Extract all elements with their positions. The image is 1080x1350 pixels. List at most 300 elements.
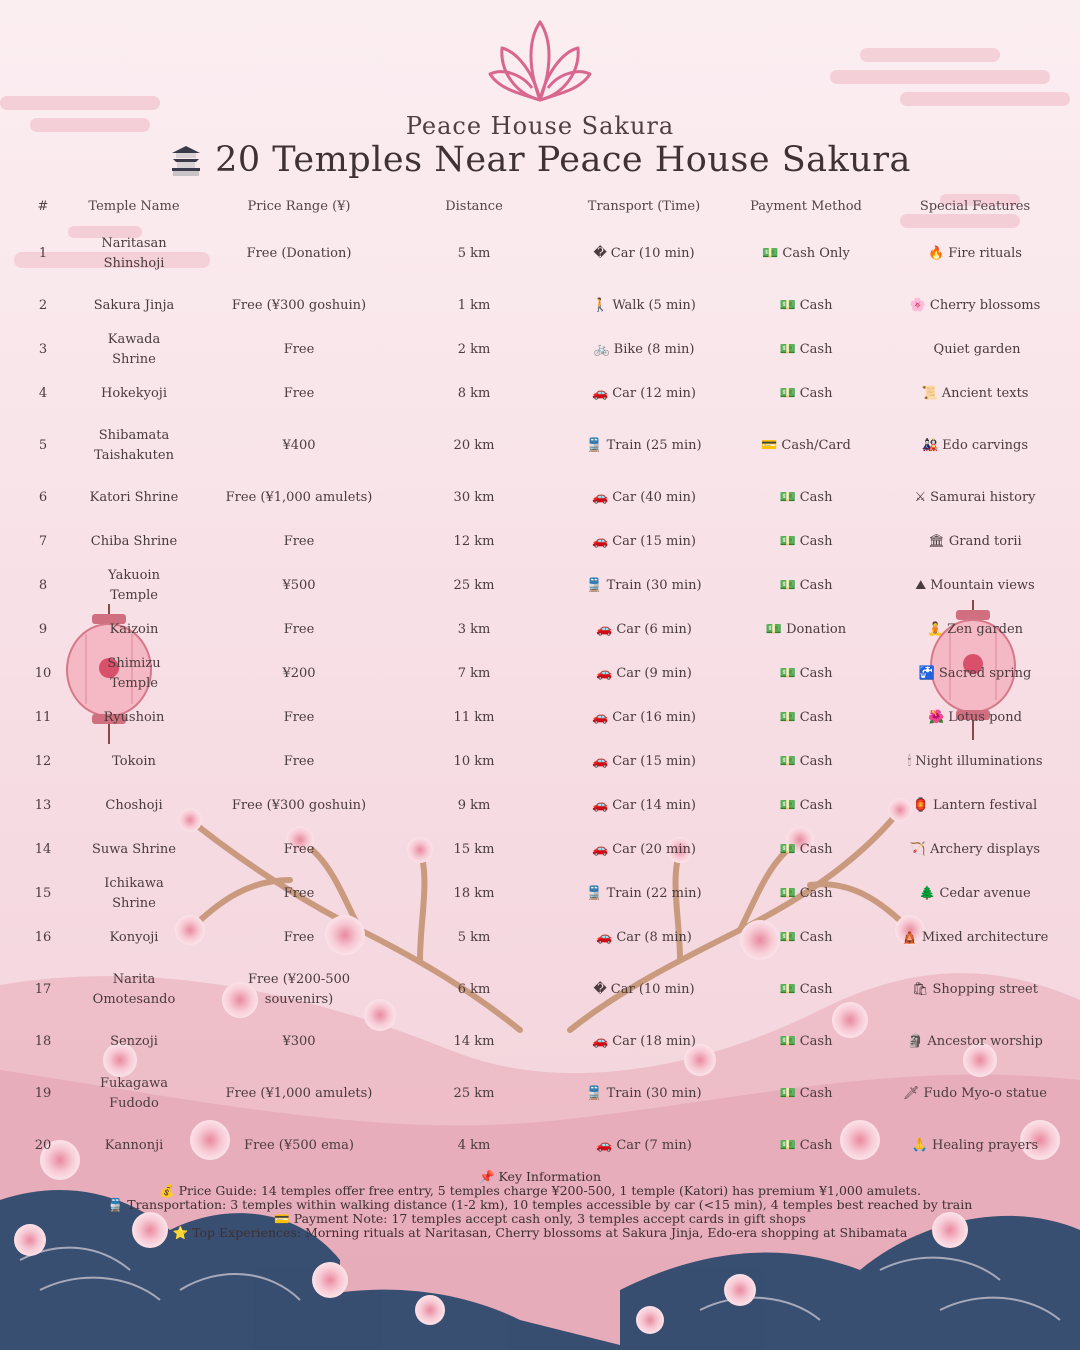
- cell-number-text: 14: [34, 842, 52, 857]
- cell-distance: [398, 564, 550, 608]
- cell-number: [18, 608, 68, 652]
- cell-price-range: [200, 916, 398, 960]
- table-row: [18, 960, 1076, 1020]
- table-body: [18, 224, 1076, 1168]
- features-icon: 🗡: [903, 1086, 920, 1101]
- cell-payment-text: Cash: [799, 1086, 833, 1101]
- cell-features: [874, 784, 1076, 828]
- cell-number: [18, 784, 68, 828]
- transport-icon: 🚆: [586, 1086, 603, 1101]
- transport-icon: 🚗: [592, 842, 609, 857]
- payment-icon: 💵: [765, 622, 783, 637]
- cell-distance: [398, 608, 550, 652]
- cell-features-text: Cherry blossoms: [929, 298, 1041, 313]
- cell-distance: [398, 652, 550, 696]
- cell-number: [18, 872, 68, 916]
- cell-transport: [550, 1124, 738, 1168]
- cell-payment: [738, 372, 874, 416]
- page-title: 20 Temples Near Peace House Sakura: [215, 140, 911, 180]
- cell-transport-text: Bike (8 min): [613, 342, 695, 357]
- cell-payment: [738, 1064, 874, 1124]
- cell-number: [18, 520, 68, 564]
- table-row: [18, 1020, 1076, 1064]
- cell-transport-text: Car (20 min): [612, 842, 696, 857]
- cell-number-text: 13: [34, 798, 52, 813]
- cell-transport: [550, 740, 738, 784]
- cell-price-range: [200, 328, 398, 372]
- payment-icon: 💳: [761, 438, 778, 453]
- cell-number-text: 8: [38, 578, 48, 593]
- cell-features: [874, 520, 1076, 564]
- cell-price-range-text: Free (Donation): [246, 246, 352, 261]
- features-icon: 🏹: [909, 842, 927, 857]
- key-payment-note: 💳 Payment Note: 17 temples accept cash only, 3 temples accept cards in gift shops: [274, 1211, 806, 1226]
- cell-payment-text: Cash: [799, 666, 833, 681]
- cell-features: [874, 476, 1076, 520]
- cell-temple-name: [68, 696, 200, 740]
- cell-features-text: Fire rituals: [948, 246, 1022, 261]
- cell-transport: [550, 1020, 738, 1064]
- cell-number: [18, 476, 68, 520]
- cell-payment: [738, 608, 874, 652]
- cell-temple-name-text: Shibamata Taishakuten: [94, 428, 174, 463]
- cell-payment-text: Cash: [799, 386, 833, 401]
- cell-features: [874, 740, 1076, 784]
- cell-number-text: 9: [38, 622, 48, 637]
- table-row: [18, 916, 1076, 960]
- cell-price-range: [200, 1020, 398, 1064]
- cell-features-text: Night illuminations: [915, 754, 1043, 769]
- cell-temple-name: [68, 960, 200, 1020]
- cell-temple-name-text: Kaizoin: [109, 622, 159, 637]
- cell-number: [18, 652, 68, 696]
- cell-payment: [738, 476, 874, 520]
- cell-temple-name: [68, 476, 200, 520]
- cell-payment-text: Cash: [799, 798, 833, 813]
- cell-price-range: [200, 740, 398, 784]
- transport-icon: 🚗: [592, 754, 609, 769]
- table-row: [18, 476, 1076, 520]
- cell-features-text: Fudo Myo-o statue: [923, 1086, 1047, 1101]
- cell-features-text: Ancient texts: [941, 386, 1029, 401]
- table-row: [18, 828, 1076, 872]
- cell-distance: [398, 224, 550, 284]
- cell-number-text: 15: [34, 886, 52, 901]
- table-row: [18, 564, 1076, 608]
- payment-icon: 💵: [779, 982, 796, 997]
- cell-transport: [550, 372, 738, 416]
- features-icon: 📜: [921, 386, 938, 401]
- cell-payment-text: Cash: [799, 298, 833, 313]
- cell-payment: [738, 652, 874, 696]
- cell-payment-text: Cash: [799, 534, 833, 549]
- cell-transport-text: Walk (5 min): [612, 298, 696, 313]
- cell-price-range: [200, 696, 398, 740]
- cell-number: [18, 564, 68, 608]
- cell-number: [18, 960, 68, 1020]
- cell-distance-text: 5 km: [457, 246, 491, 261]
- cell-price-range: [200, 416, 398, 476]
- cell-payment: [738, 224, 874, 284]
- cell-payment-text: Cash: [799, 842, 833, 857]
- features-icon: 🚰: [918, 666, 935, 681]
- cell-features-text: Archery displays: [930, 842, 1041, 857]
- cell-price-range: [200, 872, 398, 916]
- brand-name: Peace House Sakura: [405, 112, 675, 140]
- cell-number: [18, 1020, 68, 1064]
- cell-transport: [550, 1064, 738, 1124]
- cell-temple-name: [68, 828, 200, 872]
- transport-icon: 🚗: [596, 1138, 613, 1153]
- header-features: Special Features: [919, 198, 1031, 214]
- cell-features-text: Ancestor worship: [927, 1034, 1043, 1049]
- cell-distance-text: 4 km: [457, 1138, 491, 1153]
- cell-distance: [398, 476, 550, 520]
- features-icon: ⚔: [914, 490, 927, 505]
- cell-price-range-text: ¥200: [282, 666, 316, 681]
- key-transportation: 🚆 Transportation: 3 temples within walking distance (1-2 km), 10 temples accessible by car (<15 min), 4 temples best reached by train: [107, 1197, 973, 1212]
- cell-distance-text: 12 km: [453, 534, 495, 549]
- cell-temple-name: [68, 872, 200, 916]
- cell-payment: [738, 416, 874, 476]
- cell-features-text: Lotus pond: [948, 710, 1022, 725]
- cell-temple-name: [68, 328, 200, 372]
- table-row: [18, 520, 1076, 564]
- cell-temple-name-text: Choshoji: [105, 798, 163, 813]
- header-price-range: Price Range (¥): [247, 198, 351, 214]
- cell-price-range: [200, 652, 398, 696]
- cell-payment-text: Cash: [799, 930, 833, 945]
- cell-features: [874, 372, 1076, 416]
- cell-features-text: Mixed architecture: [921, 930, 1049, 945]
- cell-price-range-text: Free: [283, 842, 315, 857]
- transport-icon: 🚗: [596, 622, 613, 637]
- features-icon: 🌸: [909, 298, 926, 313]
- payment-icon: 💵: [779, 1086, 796, 1101]
- header-transport: Transport (Time): [587, 198, 701, 214]
- cell-payment: [738, 916, 874, 960]
- cell-features-text: Quiet garden: [933, 342, 1021, 357]
- payment-icon: 💵: [779, 710, 796, 725]
- features-icon: ⛰: [915, 578, 927, 593]
- cell-number-text: 10: [34, 666, 52, 681]
- cell-features: [874, 284, 1076, 328]
- cell-number: [18, 416, 68, 476]
- cell-features-text: Mountain views: [930, 578, 1035, 593]
- cell-price-range-text: ¥500: [282, 578, 316, 593]
- cell-price-range-text: Free: [283, 534, 315, 549]
- cell-price-range-text: Free: [283, 930, 315, 945]
- cell-temple-name: [68, 416, 200, 476]
- cell-price-range: [200, 564, 398, 608]
- key-title: 📌 Key Information: [479, 1169, 601, 1184]
- cell-features: [874, 1124, 1076, 1168]
- cell-price-range: [200, 476, 398, 520]
- cell-temple-name-text: Kannonji: [104, 1138, 164, 1153]
- key-top-experiences: ⭐ Top Experiences: Morning rituals at Naritasan, Cherry blossoms at Sakura Jinja, Edo-era shopping at Shibamata: [172, 1225, 908, 1240]
- cell-price-range: [200, 608, 398, 652]
- cell-transport-text: Car (40 min): [612, 490, 696, 505]
- cell-payment: [738, 784, 874, 828]
- cell-price-range: [200, 784, 398, 828]
- cell-distance: [398, 284, 550, 328]
- cell-price-range-text: ¥300: [282, 1034, 316, 1049]
- payment-icon: 💵: [779, 534, 796, 549]
- transport-icon: 🚶: [592, 298, 609, 313]
- cell-transport-text: Car (14 min): [612, 798, 696, 813]
- cell-transport-text: Car (18 min): [612, 1034, 696, 1049]
- cell-temple-name: [68, 784, 200, 828]
- cell-number-text: 19: [34, 1086, 52, 1101]
- table-row: [18, 740, 1076, 784]
- payment-icon: 💵: [779, 886, 796, 901]
- cell-transport: [550, 520, 738, 564]
- cell-temple-name-text: Katori Shrine: [89, 490, 179, 505]
- cell-distance-text: 25 km: [453, 578, 495, 593]
- cell-payment-text: Cash: [799, 754, 833, 769]
- cell-transport-text: Car (9 min): [616, 666, 692, 681]
- cell-distance-text: 3 km: [457, 622, 491, 637]
- cell-distance: [398, 328, 550, 372]
- cell-transport: [550, 872, 738, 916]
- cell-payment-text: Cash/Card: [781, 438, 851, 453]
- cell-temple-name-text: Senzoji: [110, 1034, 158, 1049]
- cell-number-text: 20: [34, 1138, 52, 1153]
- cell-features: [874, 872, 1076, 916]
- cell-transport: [550, 960, 738, 1020]
- header-number: #: [37, 198, 49, 214]
- cell-temple-name-text: Fukagawa Fudodo: [100, 1076, 168, 1111]
- features-icon: 🌺: [928, 710, 945, 725]
- cell-number-text: 4: [38, 386, 48, 401]
- cell-price-range: [200, 284, 398, 328]
- cell-temple-name: [68, 372, 200, 416]
- cell-number-text: 11: [34, 710, 52, 725]
- cell-price-range: [200, 520, 398, 564]
- cell-transport: [550, 416, 738, 476]
- cell-distance: [398, 696, 550, 740]
- cell-distance: [398, 960, 550, 1020]
- cell-number: [18, 828, 68, 872]
- cell-features: [874, 416, 1076, 476]
- cell-price-range-text: Free (¥1,000 amulets): [225, 1086, 373, 1101]
- cell-payment-text: Donation: [786, 622, 847, 637]
- cell-payment-text: Cash: [799, 1138, 833, 1153]
- cell-temple-name-text: Hokekyoji: [101, 386, 167, 401]
- transport-icon: 🚗: [592, 386, 609, 401]
- cell-temple-name: [68, 1020, 200, 1064]
- cell-number: [18, 284, 68, 328]
- cell-price-range: [200, 828, 398, 872]
- cell-payment-text: Cash: [799, 710, 833, 725]
- cell-temple-name-text: Yakuoin Temple: [108, 568, 160, 603]
- cell-features-text: Zen garden: [947, 622, 1024, 637]
- transport-icon: 🚲: [593, 342, 610, 357]
- cell-price-range-text: Free (¥500 ema): [244, 1138, 354, 1153]
- key-price-guide: 💰 Price Guide: 14 temples offer free entry, 5 temples charge ¥200-500, 1 temple (Katori) has premium ¥1,000 amulets.: [159, 1183, 921, 1198]
- table-row: [18, 284, 1076, 328]
- table-row: [18, 696, 1076, 740]
- cell-price-range: [200, 1064, 398, 1124]
- cell-payment-text: Cash: [799, 342, 833, 357]
- cell-price-range-text: Free: [283, 886, 315, 901]
- payment-icon: 💵: [779, 666, 796, 681]
- cell-number-text: 18: [34, 1034, 52, 1049]
- cell-temple-name: [68, 740, 200, 784]
- table-row: [18, 224, 1076, 284]
- cell-payment-text: Cash: [799, 490, 833, 505]
- cell-number-text: 17: [34, 982, 52, 997]
- cell-features: [874, 328, 1076, 372]
- cell-temple-name: [68, 520, 200, 564]
- features-icon: 🗿: [907, 1034, 924, 1049]
- cell-transport: [550, 784, 738, 828]
- payment-icon: 💵: [779, 1034, 796, 1049]
- table-row: [18, 652, 1076, 696]
- cell-number: [18, 696, 68, 740]
- cell-transport: [550, 916, 738, 960]
- temples-table: [18, 188, 1076, 1168]
- cell-price-range-text: Free (¥200-500 souvenirs): [247, 972, 351, 1007]
- cell-transport-text: Train (22 min): [606, 886, 702, 901]
- cell-number: [18, 1064, 68, 1124]
- cell-transport: [550, 652, 738, 696]
- cell-temple-name: [68, 1124, 200, 1168]
- cell-distance: [398, 1124, 550, 1168]
- cell-temple-name: [68, 652, 200, 696]
- cell-price-range: [200, 1124, 398, 1168]
- cell-features: [874, 1020, 1076, 1064]
- features-icon: 🌲: [919, 886, 936, 901]
- cell-distance: [398, 872, 550, 916]
- features-icon: 🏛: [928, 534, 945, 549]
- table-row: [18, 328, 1076, 372]
- cell-distance: [398, 416, 550, 476]
- cell-number: [18, 224, 68, 284]
- features-icon: 🕯: [907, 754, 912, 769]
- cell-price-range: [200, 224, 398, 284]
- cell-payment: [738, 960, 874, 1020]
- cell-transport: [550, 564, 738, 608]
- cell-payment-text: Cash Only: [782, 246, 850, 261]
- cell-distance: [398, 1064, 550, 1124]
- cell-temple-name-text: Konyoji: [109, 930, 159, 945]
- cell-temple-name: [68, 564, 200, 608]
- cell-transport: [550, 476, 738, 520]
- cell-temple-name-text: Suwa Shrine: [91, 842, 176, 857]
- cell-transport-text: Car (12 min): [612, 386, 696, 401]
- cell-distance: [398, 784, 550, 828]
- cell-temple-name-text: Kawada Shrine: [107, 332, 161, 367]
- cell-features: [874, 916, 1076, 960]
- cell-number-text: 3: [38, 342, 48, 357]
- cell-temple-name: [68, 224, 200, 284]
- cell-transport: [550, 328, 738, 372]
- cell-temple-name-text: Sakura Jinja: [93, 298, 175, 313]
- cell-distance-text: 14 km: [453, 1034, 495, 1049]
- transport-icon: 🚗: [596, 930, 613, 945]
- cell-payment-text: Cash: [799, 578, 833, 593]
- cell-payment: [738, 872, 874, 916]
- cell-transport-text: Car (15 min): [612, 534, 696, 549]
- payment-icon: 💵: [779, 298, 796, 313]
- cell-transport-text: Car (15 min): [612, 754, 696, 769]
- cell-payment: [738, 1124, 874, 1168]
- payment-icon: 💵: [762, 246, 779, 261]
- cell-distance-text: 25 km: [453, 1086, 495, 1101]
- cell-transport-text: Train (25 min): [606, 438, 702, 453]
- cell-transport-text: Car (10 min): [610, 982, 695, 997]
- cell-payment: [738, 284, 874, 328]
- cell-temple-name: [68, 1064, 200, 1124]
- table-row: [18, 1124, 1076, 1168]
- cell-payment-text: Cash: [799, 886, 833, 901]
- cell-number: [18, 916, 68, 960]
- table-row: [18, 784, 1076, 828]
- features-icon: 🛍: [912, 982, 929, 997]
- cell-distance-text: 30 km: [453, 490, 495, 505]
- cell-transport: [550, 608, 738, 652]
- transport-icon: 🚆: [586, 438, 603, 453]
- cell-temple-name-text: Tokoin: [112, 754, 156, 769]
- cell-transport: [550, 284, 738, 328]
- payment-icon: 💵: [779, 490, 796, 505]
- transport-icon: 🚗: [592, 1034, 609, 1049]
- cell-price-range-text: Free (¥300 goshuin): [231, 798, 367, 813]
- features-icon: 🎎: [921, 438, 939, 453]
- features-icon: 🛕: [901, 930, 918, 945]
- cell-payment-text: Cash: [799, 982, 833, 997]
- cell-features: [874, 564, 1076, 608]
- features-icon: 🧘: [926, 622, 944, 637]
- cell-features-text: Grand torii: [948, 534, 1022, 549]
- table-row: [18, 872, 1076, 916]
- cell-transport-text: Car (10 min): [610, 246, 695, 261]
- cell-number: [18, 740, 68, 784]
- features-icon: 🔥: [928, 246, 945, 261]
- table-row: [18, 372, 1076, 416]
- cell-payment: [738, 1020, 874, 1064]
- cell-features: [874, 696, 1076, 740]
- features-icon: 🏮: [912, 798, 929, 813]
- cell-temple-name-text: Chiba Shrine: [90, 534, 178, 549]
- cell-distance: [398, 828, 550, 872]
- cell-distance-text: 1 km: [457, 298, 491, 313]
- table-row: [18, 416, 1076, 476]
- transport-icon: �: [593, 246, 607, 261]
- cell-number-text: 6: [38, 490, 48, 505]
- cell-distance-text: 18 km: [453, 886, 495, 901]
- cell-price-range-text: Free: [283, 386, 315, 401]
- cell-transport-text: Car (8 min): [616, 930, 692, 945]
- table-row: [18, 608, 1076, 652]
- cell-number: [18, 1124, 68, 1168]
- cell-distance: [398, 916, 550, 960]
- table-row: [18, 1064, 1076, 1124]
- cell-price-range-text: Free (¥1,000 amulets): [225, 490, 373, 505]
- payment-icon: 💵: [779, 1138, 796, 1153]
- cell-temple-name-text: Ryushoin: [103, 710, 165, 725]
- transport-icon: 🚗: [592, 534, 609, 549]
- cell-distance-text: 7 km: [457, 666, 491, 681]
- cell-transport-text: Car (7 min): [616, 1138, 692, 1153]
- cell-payment: [738, 828, 874, 872]
- cell-distance-text: 11 km: [453, 710, 495, 725]
- cell-transport: [550, 828, 738, 872]
- cell-price-range-text: Free: [283, 342, 315, 357]
- cell-features-text: Shopping street: [932, 982, 1038, 997]
- cell-transport: [550, 696, 738, 740]
